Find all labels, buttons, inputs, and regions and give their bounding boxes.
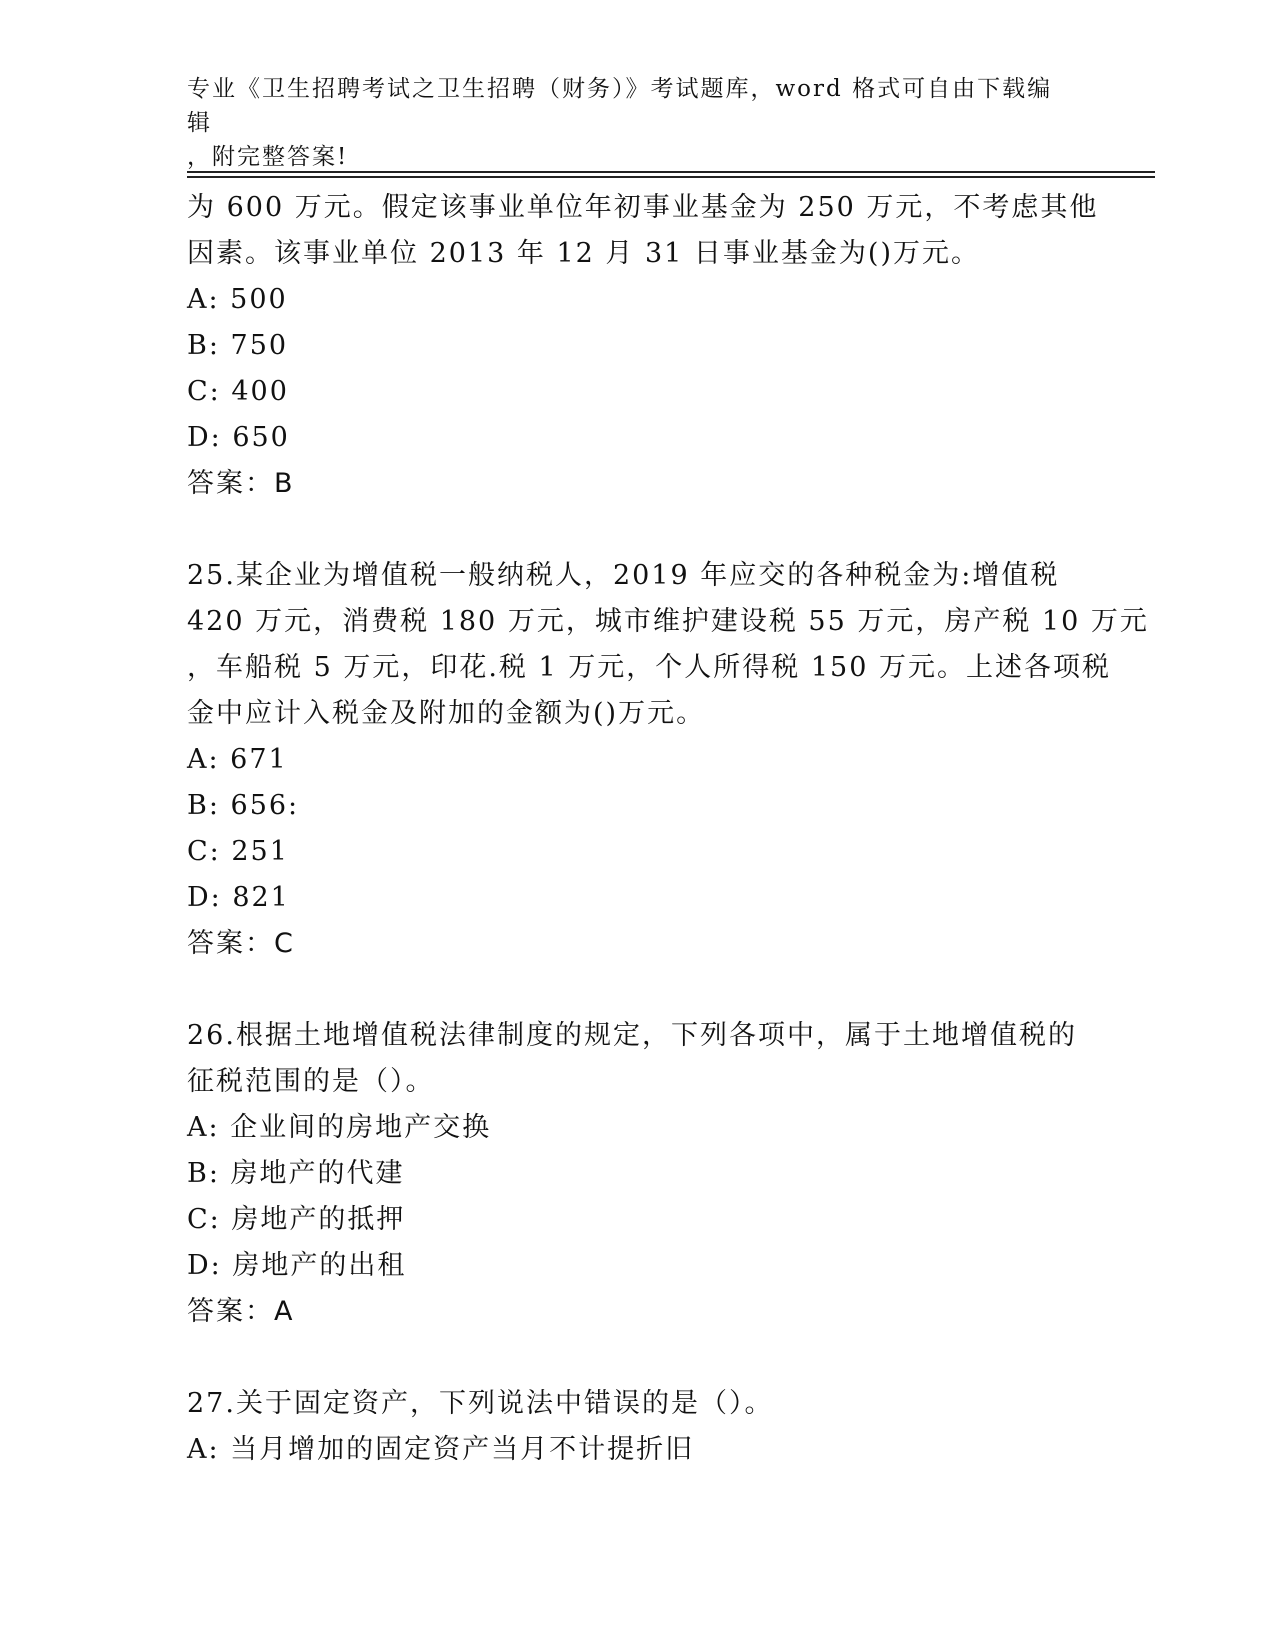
header-rule-top — [187, 171, 1155, 173]
spacer — [187, 967, 1087, 1013]
question-24 — [187, 185, 1099, 507]
document-header — [187, 72, 1067, 174]
question-content — [187, 185, 1149, 1473]
question-25 — [187, 553, 1149, 967]
question-text-line: 25.某企业为增值税一般纳税人，2019 年应交的各种税金为:增值税 — [187, 560, 1060, 591]
header-rule-bottom — [187, 176, 1155, 178]
option-b: B: 656: — [187, 790, 300, 821]
answer: 答案：A — [187, 1296, 295, 1327]
option-d: D: 821 — [187, 882, 290, 913]
question-26 — [187, 1013, 1087, 1335]
spacer — [187, 507, 1087, 553]
option-a: A: 企业间的房地产交换 — [187, 1112, 492, 1143]
option-c: C: 房地产的抵押 — [187, 1204, 406, 1235]
option-b: B: 750 — [187, 330, 289, 361]
question-27 — [187, 1381, 1087, 1473]
answer: 答案：B — [187, 468, 295, 499]
option-c: C: 400 — [187, 376, 289, 407]
question-text-line: ，车船税 5 万元，印花.税 1 万元，个人所得税 150 万元。上述各项税 — [187, 652, 1111, 683]
question-text-line: 26.根据土地增值税法律制度的规定，下列各项中，属于土地增值税的 — [187, 1020, 1077, 1051]
question-text-line: 金中应计入税金及附加的金额为()万元。 — [187, 698, 706, 729]
header-line-2: ，附完整答案! — [187, 144, 349, 170]
option-a: A: 671 — [187, 744, 288, 775]
option-b: B: 房地产的代建 — [187, 1158, 405, 1189]
header-line-1: 专业《卫生招聘考试之卫生招聘（财务）》考试题库，word 格式可自由下载编辑 — [187, 76, 1053, 136]
spacer — [187, 1335, 1087, 1381]
option-d: D: 房地产的出租 — [187, 1250, 407, 1281]
question-text-line: 为 600 万元。假定该事业单位年初事业基金为 250 万元，不考虑其他 — [187, 192, 1099, 223]
question-text-line: 27.关于固定资产，下列说法中错误的是（）。 — [187, 1388, 774, 1419]
question-text-line: 因素。该事业单位 2013 年 12 月 31 日事业基金为()万元。 — [187, 238, 980, 269]
option-a: A: 当月增加的固定资产当月不计提折旧 — [187, 1434, 695, 1465]
option-c: C: 251 — [187, 836, 289, 867]
answer: 答案：C — [187, 928, 295, 959]
option-a: A: 500 — [187, 284, 288, 315]
question-text-line: 420 万元，消费税 180 万元，城市维护建设税 55 万元，房产税 10 万元 — [187, 606, 1149, 637]
option-d: D: 650 — [187, 422, 290, 453]
question-text-line: 征税范围的是（）。 — [187, 1066, 435, 1097]
